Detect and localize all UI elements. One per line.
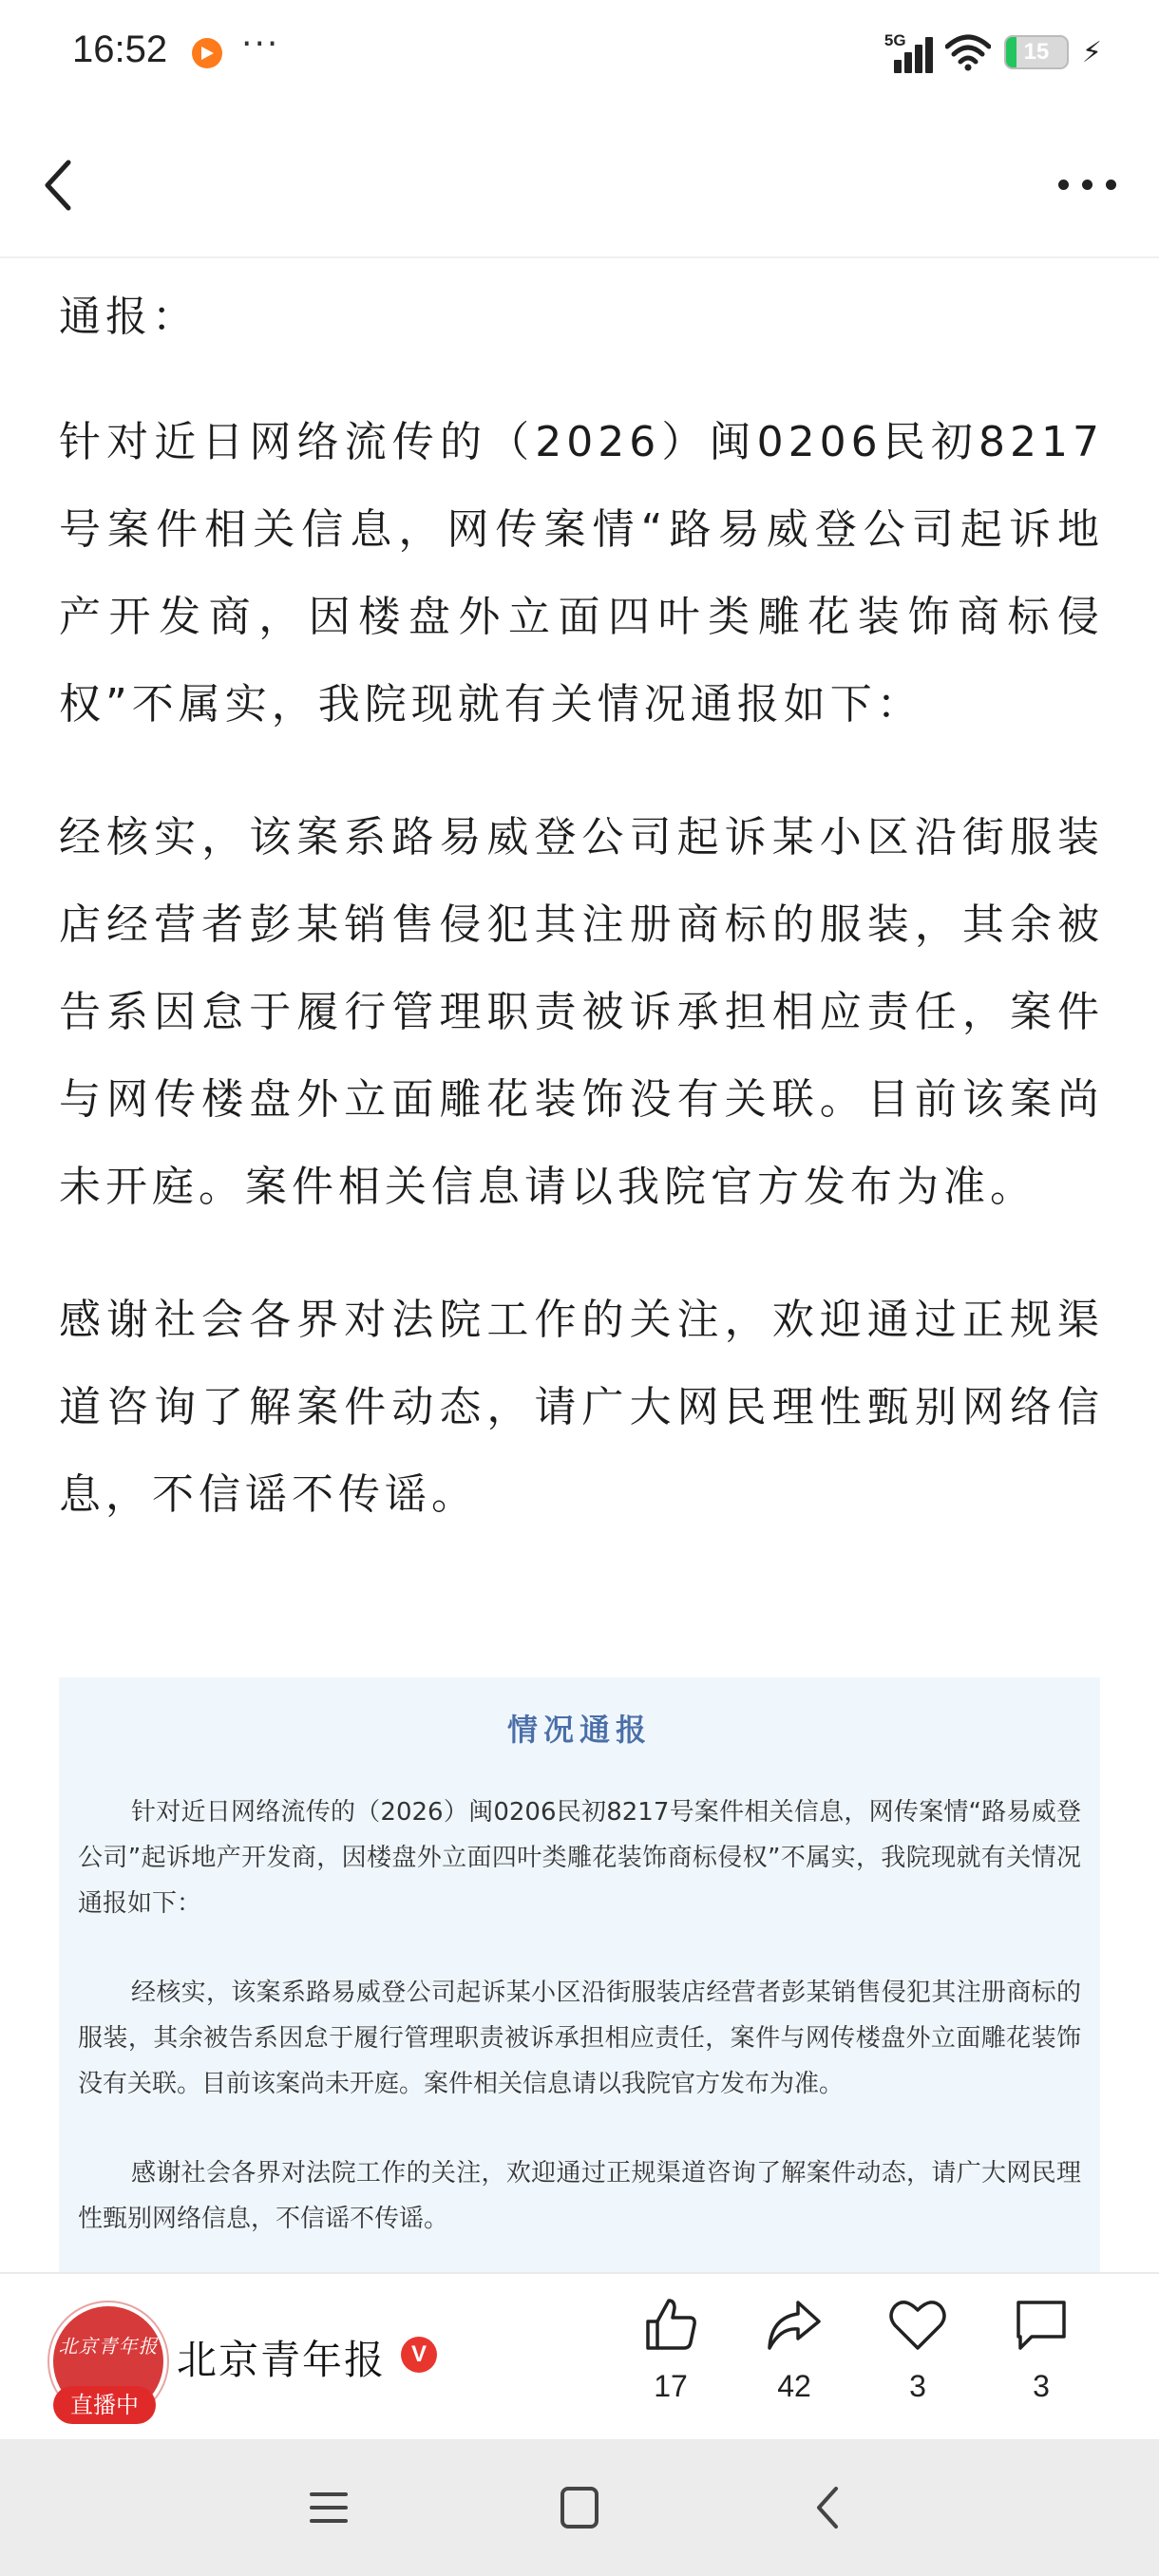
thumbs-up-icon — [640, 2295, 701, 2356]
menu-icon[interactable] — [300, 2481, 357, 2534]
source-name[interactable]: 北京青年报 — [177, 2337, 387, 2383]
notice-paragraph: 针对近日网络流传的（2026）闽0206民初8217号案件相关信息，网传案情“路易威登公司”起诉地产开发商，因楼盘外立面四叶类雕花装饰商标侵权”不属实，我院现就有关情况通报如下： — [78, 1798, 1081, 1918]
article-paragraph: 感谢社会各界对法院工作的关注，欢迎通过正规渠道咨询了解案件动态，请广大网民理性甄别网络信息，不信谣不传谣。 — [59, 1296, 1104, 1519]
article-paragraph: 针对近日网络流传的（2026）闽0206民初8217号案件相关信息，网传案情“路易威登公司起诉地产开发商，因楼盘外立面四叶类雕花装饰商标侵权”不属实，我院现就有关情况通报如下： — [59, 418, 1104, 729]
share-button[interactable] — [747, 2295, 842, 2404]
notice-title: 情况通报 — [506, 1712, 652, 1748]
network-type-label: 5G — [884, 31, 906, 49]
article-label: 通报： — [59, 293, 199, 341]
article-body — [59, 274, 1104, 1539]
status-time: 16:52 — [72, 28, 168, 70]
status-indicators — [884, 28, 1102, 76]
system-back-icon[interactable] — [800, 2481, 857, 2534]
comment-count: 3 — [1033, 2369, 1050, 2403]
notice-text — [78, 1790, 1081, 2276]
battery-icon — [1004, 35, 1069, 69]
notice-paragraph: 感谢社会各界对法院工作的关注，欢迎通过正规渠道咨询了解案件动态，请广大网民理性甄别网络信息，不信谣不传谣。 — [78, 2159, 1081, 2233]
charging-icon: ⚡ — [1081, 35, 1102, 69]
like-button[interactable] — [623, 2295, 718, 2404]
share-arrow-icon — [764, 2295, 825, 2356]
status-bar — [0, 0, 1159, 109]
avatar-logo-text: 北京青年报 — [58, 2335, 159, 2358]
comment-icon — [1011, 2295, 1072, 2356]
wifi-icon — [945, 33, 991, 71]
verified-badge: V — [401, 2337, 437, 2373]
like-count: 17 — [654, 2369, 688, 2403]
notice-image[interactable] — [59, 1677, 1100, 2276]
share-count: 42 — [777, 2369, 811, 2403]
cellular-signal-icon — [884, 31, 932, 73]
back-button[interactable] — [36, 157, 84, 214]
home-square-icon[interactable] — [551, 2481, 608, 2534]
notice-paragraph: 经核实，该案系路易威登公司起诉某小区沿街服装店经营者彭某销售侵犯其注册商标的服装，其余被告系因怠于履行管理职责被诉承担相应责任，案件与网传楼盘外立面雕花装饰没有关联。目前该案尚未开庭。案件相关信息请以我院官方发布为准。 — [78, 1979, 1081, 2098]
comment-button[interactable] — [994, 2295, 1089, 2404]
video-app-icon — [192, 38, 222, 68]
article-paragraph: 经核实，该案系路易威登公司起诉某小区沿街服装店经营者彭某销售侵犯其注册商标的服装，其余被告系因怠于履行管理职责被诉承担相应责任，案件与网传楼盘外立面雕花装饰没有关联。目前该案尚未开庭。案件相关信息请以我院官方发布为准。 — [59, 813, 1104, 1211]
favorite-count: 3 — [909, 2369, 926, 2403]
heart-icon — [887, 2295, 948, 2356]
bottom-action-bar — [0, 2272, 1159, 2441]
battery-level: 15 — [1023, 39, 1050, 65]
live-badge[interactable]: 直播中 — [53, 2386, 156, 2424]
favorite-button[interactable] — [870, 2295, 965, 2404]
more-notifications-icon: ··· — [241, 25, 280, 64]
more-options-button[interactable] — [1054, 166, 1121, 204]
system-navigation-bar — [0, 2439, 1159, 2576]
top-nav-bar — [0, 109, 1159, 258]
